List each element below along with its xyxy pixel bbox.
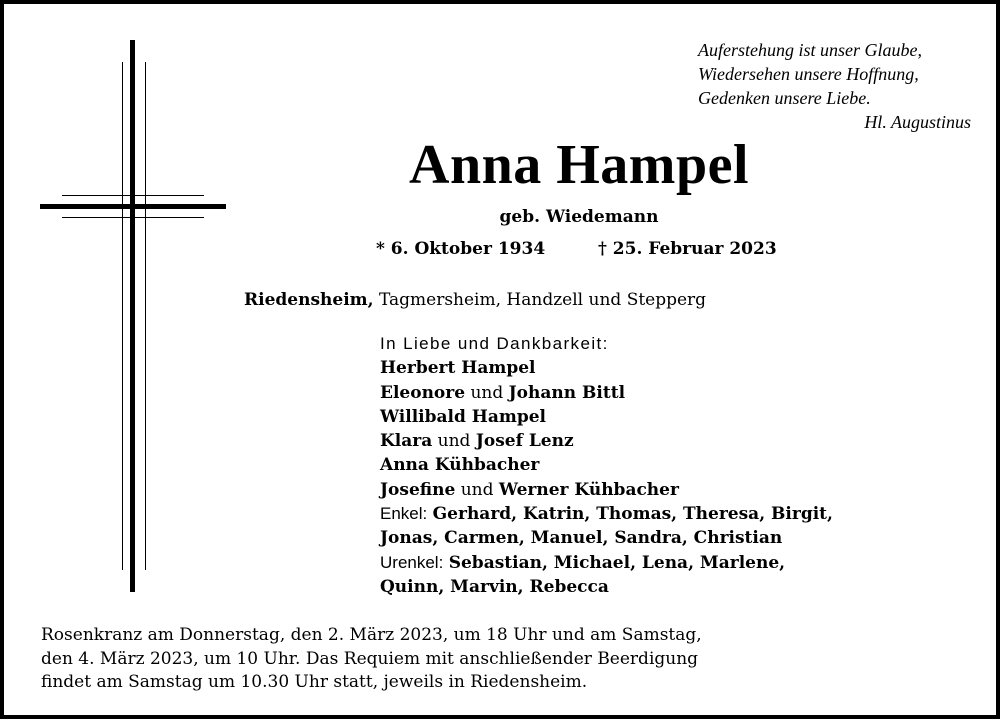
mourner-name: Josef Lenz (475, 431, 574, 452)
main-place: Riedensheim, (244, 290, 374, 310)
mourner-name: Anna Kühbacher (380, 455, 540, 476)
other-places: Tagmersheim, Handzell und Stepperg (378, 290, 707, 310)
service-info (41, 624, 801, 695)
grandchildren-row (380, 502, 833, 526)
bible-quote (698, 38, 973, 134)
service-line: den 4. März 2023, um 10 Uhr. Das Requiem mit anschließender Beerdigung (41, 648, 699, 669)
great-grandchildren-row (380, 575, 833, 599)
service-line: findet am Samstag um 10.30 Uhr statt, jeweils in Riedensheim. (41, 672, 588, 692)
grandchildren-names: Jonas, Carmen, Manuel, Sandra, Christian (380, 528, 783, 549)
mourner-name: Klara (380, 431, 433, 452)
quote-attribution: Hl. Augustinus (864, 112, 971, 132)
and-word: und (460, 479, 494, 500)
mourner-name: Johann Bittl (508, 382, 626, 403)
and-word: und (470, 382, 504, 403)
great-grandchildren-names: Quinn, Marvin, Rebecca (380, 576, 609, 597)
maiden-name: geb. Wiedemann (499, 207, 659, 227)
mourner-row (380, 429, 833, 453)
mourner-name: Werner Kühbacher (498, 479, 679, 500)
death-date: † 25. Februar 2023 (598, 239, 777, 259)
grandchildren-names: Gerhard, Katrin, Thomas, Theresa, Birgit, (432, 504, 833, 525)
mourner-row (380, 356, 833, 380)
grandchildren-label: Enkel: (380, 504, 428, 524)
mourner-row (380, 405, 833, 429)
service-line: Rosenkranz am Donnerstag, den 2. März 2023, um 18 Uhr und am Samstag, (41, 625, 702, 645)
birth-date: * 6. Oktober 1934 (376, 239, 546, 259)
quote-line: Gedenken unsere Liebe. (698, 88, 871, 108)
quote-line: Wiedersehen unsere Hoffnung, (698, 64, 919, 84)
great-grandchildren-label: Urenkel: (380, 552, 444, 572)
mourner-name: Eleonore (380, 382, 466, 403)
cross-icon (4, 4, 244, 604)
and-word: und (437, 431, 471, 452)
places-line (244, 289, 706, 311)
mourners-list (380, 332, 833, 599)
deceased-name: Anna Hampel (409, 134, 749, 196)
mourner-row (380, 478, 833, 502)
mourner-name: Josefine (380, 479, 456, 500)
great-grandchildren-row (380, 551, 833, 575)
mourner-name: Herbert Hampel (380, 358, 536, 379)
quote-line: Auferstehung ist unser Glaube, (698, 40, 922, 60)
mourner-row (380, 381, 833, 405)
mourner-row (380, 453, 833, 477)
grandchildren-row (380, 526, 833, 550)
mourners-heading: In Liebe und Dankbarkeit: (380, 334, 609, 353)
great-grandchildren-names: Sebastian, Michael, Lena, Marlene, (448, 552, 786, 573)
mourner-name: Willibald Hampel (380, 406, 547, 427)
